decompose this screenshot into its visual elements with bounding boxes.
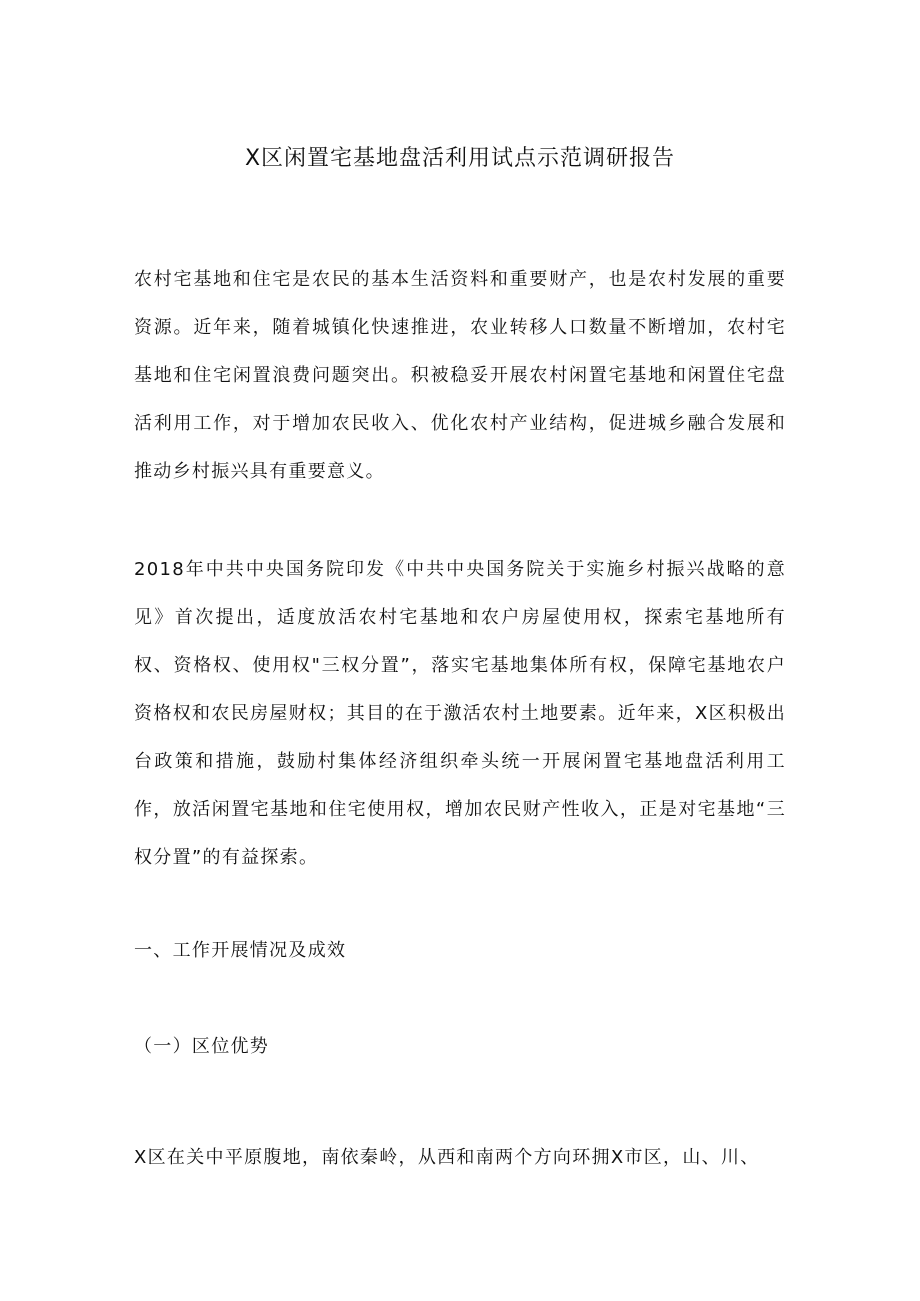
paragraph-location: X区在关中平原腹地，南依秦岭，从西和南两个方向环拥X市区，山、川、 <box>134 1147 760 1168</box>
section-heading-work-progress: 一、工作开展情况及成效 <box>134 940 347 961</box>
subsection-heading-location-advantage: （一）区位优势 <box>134 1036 270 1057</box>
paragraph-policy-background: 2018年中共中央国务院印发《中共中央国务院关于实施乡村振兴战略的意见》首次提出，适度放活农村宅基地和农户房屋使用权，探索宅基地所有权、资格权、使用权"三权分置”，落实宅基地集体所有权，保障宅基地农户资格权和农民房屋财权；其目的在于激活农村土地要素。近年来，X区积极出台政策和措施，鼓励村集体经济组织牵头统一开展闲置宅基地盘活利用工作，放活闲置宅基地和住宅使用权，增加农民财产性收入，正是对宅基地“三权分置”的有益探索。 <box>134 559 786 868</box>
paragraph-introduction: 农村宅基地和住宅是农民的基本生活资料和重要财产，也是农村发展的重要资源。近年来，随着城镇化快速推进，农业转移人口数量不断增加，农村宅基地和住宅闲置浪费问题突出。积被稳妥开展农村闲置宅基地和闲置住宅盘活利用工作，对于增加农民收入、优化农村产业结构，促进城乡融合发展和推动乡村振兴具有重要意义。 <box>134 269 786 482</box>
document-title: X区闲置宅基地盘活利用试点示范调研报告 <box>244 146 676 171</box>
